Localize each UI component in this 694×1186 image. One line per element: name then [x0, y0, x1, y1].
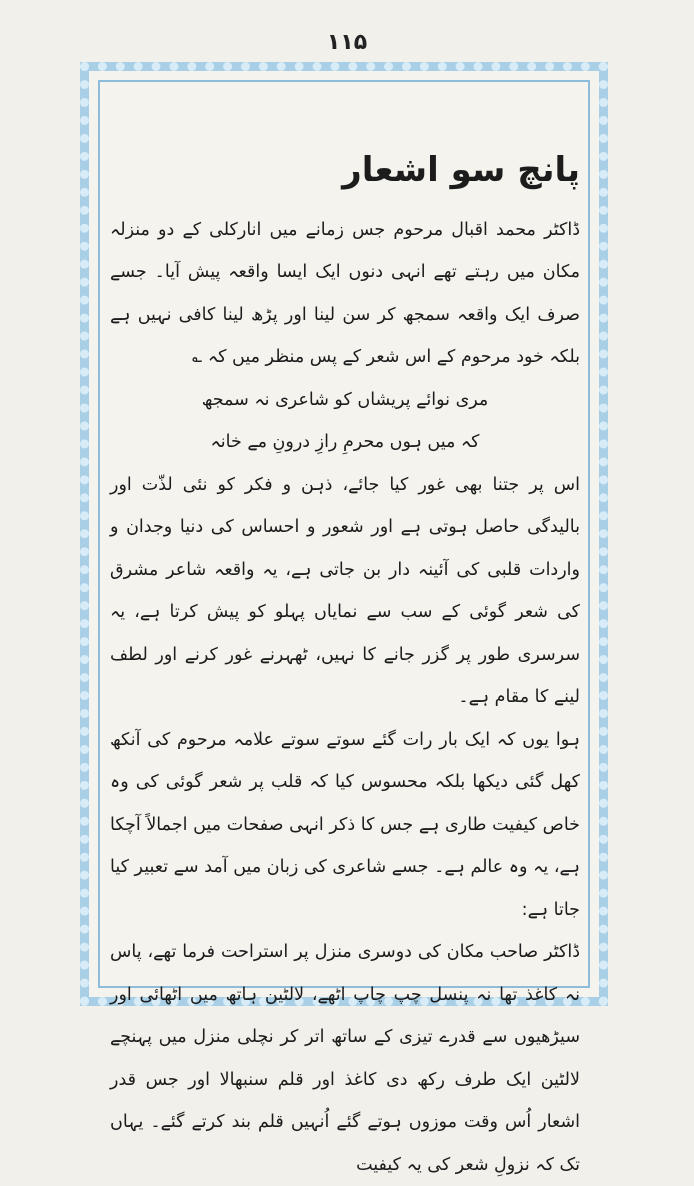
paragraph-writing: ڈاکٹر صاحب مکان کی دوسری منزل پر استراحت فرما تھے، پاس نہ کاغذ تھا نہ پنسل چپ چاپ اٹھے، لالٹین ہاتھ میں اٹھائی اور سیڑھیوں سے قدرے تیزی کے ساتھ اتر کر نچلی منزل میں پہنچے لالٹین ایک طرف رکھ دی کاغذ اور قلم سنبھالا اور جس قدر اشعار اُس وقت موزوں ہوتے گئے اُنہیں قلم بند کرتے گئے۔ یہاں تک کہ نزولِ شعر کی یہ کیفیت — [110, 942, 580, 1175]
page-content — [110, 150, 580, 1175]
page-number: ۱۱۵ — [326, 30, 368, 55]
paragraph-reflection: اس پر جتنا بھی غور کیا جائے، ذہن و فکر کو نئی لذّت اور بالیدگی حاصل ہوتی ہے اور شعور و احساس کی دنیا وجدان و واردات قلبی کی آئینہ دار بن جاتی ہے، یہ واقعہ شاعر مشرق کی شعر گوئی کے سب سے نمایاں پہلو کو پیش کرتا ہے، یہ سرسری طور پر گزر جانے کا نہیں، ٹھہرنے غور کرنے اور لطف لینے کا مقام ہے۔ — [110, 474, 580, 708]
chapter-title: پانچ سو اشعار — [342, 150, 580, 190]
verse-line-2: کہ میں ہوں محرمِ رازِ درونِ مے خانہ — [210, 432, 480, 453]
paragraph-night-event: ہوا یوں کہ ایک بار رات گئے سوتے سوتے علامہ مرحوم کی آنکھ کھل گئی دیکھا بلکہ محسوس کیا کہ قلب پر شعر گوئی کی وہ خاص کیفیت طاری ہے جس کا ذکر انہی صفحات میں اجمالاً آچکا ہے، یہ وہ عالم ہے۔ جسے شاعری کی زبان میں آمد سے تعبیر کیا جاتا ہے: — [110, 729, 580, 920]
verse-line-1: مری نوائے پریشاں کو شاعری نہ سمجھ — [201, 389, 489, 410]
paragraph-intro: ڈاکٹر محمد اقبال مرحوم جس زمانے میں انارکلی کے دو منزلہ مکان میں رہتے تھے انہی دنوں ایک ایسا واقعہ پیش آیا۔ جسے صرف ایک واقعہ سمجھ کر سن لینا اور پڑھ لینا کافی نہیں ہے بلکہ خود مرحوم کے اس شعر کے پس منظر میں کہ ؎ — [110, 219, 580, 368]
